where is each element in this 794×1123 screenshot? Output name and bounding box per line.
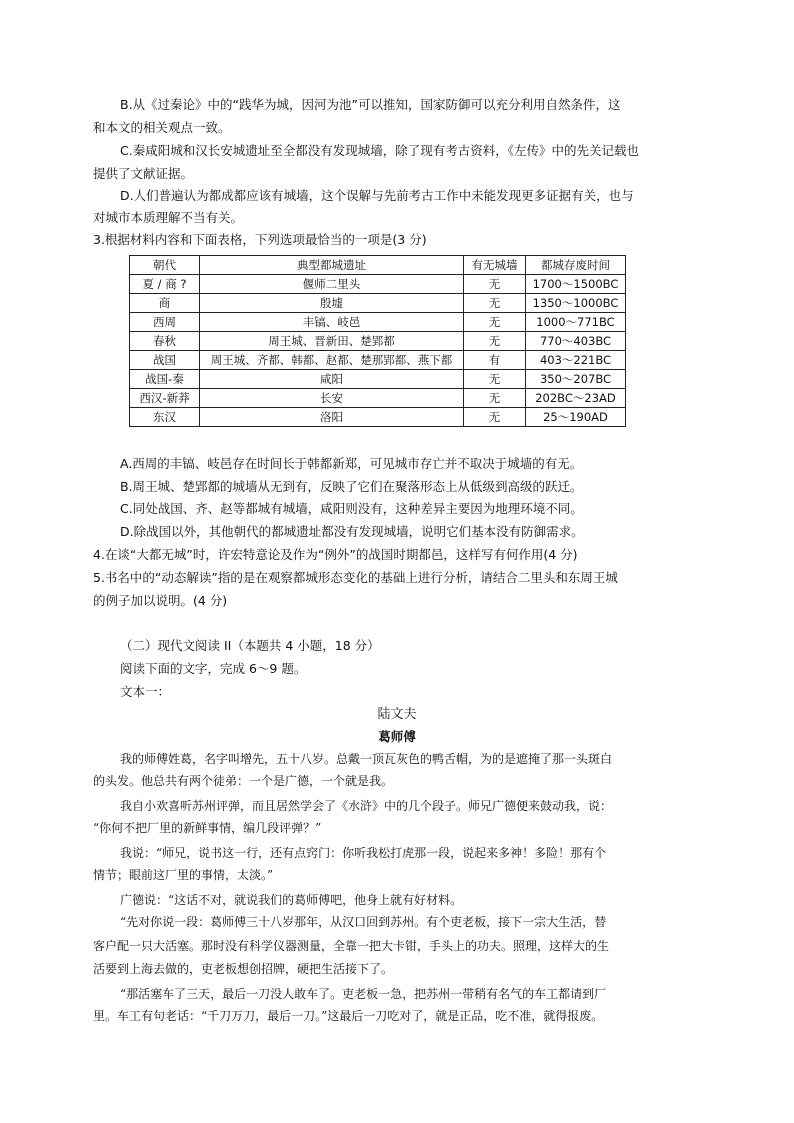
table-cell: 夏 / 商 ?	[130, 275, 200, 294]
option-d-line-2: 对城市本质理解不当有关。	[93, 210, 244, 225]
question-5-line-1: 5.书名中的“动态解读”指的是在观察都城形态变化的基础上进行分析，请结合二里头和东周王城	[93, 570, 618, 585]
table-cell: 战国-秦	[130, 370, 200, 389]
paragraph-line: 情节；眼前这厂里的事情，太淡。”	[93, 868, 274, 882]
table-cell: 咸阳	[200, 370, 464, 389]
table-cell: 丰镐、岐邑	[200, 313, 464, 332]
paragraph-line: 客户配一只大活塞。那时没有科学仪器测量，全靠一把大卡钳，手头上的功夫。照理，这样大的生	[93, 939, 610, 953]
table-row	[130, 351, 626, 370]
table-cell: 东汉	[130, 408, 200, 427]
table-cell: 无	[464, 408, 526, 427]
paragraph-line: 我的师傅姓葛，名字叫增先，五十八岁。总戴一顶瓦灰色的鸭舌帽，为的是遮掩了那一头斑白	[120, 752, 613, 766]
question-3-option-c: C.同处战国、齐、赵等都城有城墙，咸阳则没有，这种差异主要因为地理环境不同。	[120, 501, 583, 516]
table-row	[130, 332, 626, 351]
table-cell: 770～403BC	[526, 332, 626, 351]
section-heading: （二）现代文阅读 II（本题共 4 小题，18 分）	[120, 638, 380, 653]
table-cell: 无	[464, 313, 526, 332]
table-cell: 350～207BC	[526, 370, 626, 389]
paragraph-line: 我自小欢喜听苏州评弹，而且居然学会了《水浒》中的几个段子。师兄广德便来鼓动我，说：	[120, 799, 613, 813]
option-c-line-2: 提供了文献证据。	[93, 166, 194, 181]
table-cell: 商	[130, 294, 200, 313]
table-row	[130, 313, 626, 332]
paragraph-line: 广德说：“这话不对，就说我们的葛师傅吧，他身上就有好材料。	[120, 893, 463, 907]
paragraph-line: “先对你说一段：葛师傅三十八岁那年，从汉口回到苏州。有个吏老板，接下一宗大生活，替	[120, 915, 607, 929]
table-cell: 周王城、齐都、韩都、赵都、楚那郢都、燕下都	[200, 351, 464, 370]
table-cell: 无	[464, 370, 526, 389]
table-row	[130, 389, 626, 408]
table-cell: 无	[464, 389, 526, 408]
option-b-line-1: B.从《过秦论》中的“践华为城，因河为池”可以推知，国家防御可以充分利用自然条件，这	[120, 97, 621, 112]
table-cell: 春秋	[130, 332, 200, 351]
question-3-option-a: A.西周的丰镐、岐邑存在时间长于韩都新郑，可见城市存亡并不取决于城墙的有无。	[120, 456, 583, 471]
table-cell: 25～190AD	[526, 408, 626, 427]
dynasty-capital-table	[129, 255, 626, 427]
table-row	[130, 408, 626, 427]
paragraph-line: “那活塞车了三天，最后一刀没人敢车了。吏老板一急，把苏州一带稍有名气的车工都请到厂	[120, 987, 607, 1001]
table-cell: 无	[464, 294, 526, 313]
section-instruction: 阅读下面的文字，完成 6～9 题。	[120, 661, 307, 676]
table-cell: 偃师二里头	[200, 275, 464, 294]
table-cell: 洛阳	[200, 408, 464, 427]
table-cell: 无	[464, 275, 526, 294]
table-header-cell: 有无城墙	[464, 256, 526, 275]
table-cell: 殷墟	[200, 294, 464, 313]
table-cell: 1350～1000BC	[526, 294, 626, 313]
question-4: 4.在谈“大都无城”时，许宏特意论及作为“例外”的战国时期都邑，这样写有何作用(4 分)	[93, 547, 578, 562]
table-row	[130, 294, 626, 313]
author-name: 陆文夫	[377, 707, 417, 722]
table-cell: 1000～771BC	[526, 313, 626, 332]
option-d-line-1: D.人们普遍认为都成都应该有城墙，这个误解与先前考古工作中未能发现更多证据有关，也与	[120, 188, 634, 203]
table-header-row	[130, 256, 626, 275]
table-header-cell: 朝代	[130, 256, 200, 275]
paragraph-line: 我说：“师兄，说书这一行，还有点窍门：你听我松打虎那一段，说起来多神！多险！那有个	[120, 846, 607, 860]
table-cell: 202BC～23AD	[526, 389, 626, 408]
table-cell: 1700～1500BC	[526, 275, 626, 294]
question-5-line-2: 的例子加以说明。(4 分)	[93, 593, 228, 608]
table-cell: 战国	[130, 351, 200, 370]
paragraph-line: 活要到上海去做的，吏老板想创招牌，硬把生活接下了。	[93, 962, 394, 976]
question-3-option-d: D.除战国以外，其他朝代的都城遗址都没有发现城墙，说明它们基本没有防御需求。	[120, 524, 584, 539]
table-cell: 西周	[130, 313, 200, 332]
table-cell: 长安	[200, 389, 464, 408]
paragraph-line: “你何不把厂里的新鲜事情，编几段评弹？”	[93, 821, 322, 835]
option-c-line-1: C.秦咸阳城和汉长安城遗址至全都没有发现城墙，除了现有考古资料，《左传》中的先关记载也	[120, 143, 639, 158]
table-cell: 无	[464, 332, 526, 351]
table-row	[130, 370, 626, 389]
story-title: 葛师傅	[378, 729, 416, 744]
table-cell: 西汉-新莽	[130, 389, 200, 408]
paragraph-line: 里。车工有句老话：“千刀万刀，最后一刀。”这最后一刀吃对了，就是正品，吃不准，就得报废。	[93, 1009, 604, 1023]
table-cell: 周王城、晋新田、楚郢都	[200, 332, 464, 351]
table-cell: 403～221BC	[526, 351, 626, 370]
table-header-cell: 典型都城遗址	[200, 256, 464, 275]
table-row	[130, 275, 626, 294]
question-3-option-b: B.周王城、楚郢都的城墙从无到有，反映了它们在聚落形态上从低级到高级的跃迁。	[120, 479, 583, 494]
option-b-line-2: 和本文的相关观点一致。	[93, 120, 231, 135]
question-3-stem: 3.根据材料内容和下面表格，下列选项最恰当的一项是(3 分)	[93, 232, 427, 247]
table-header-cell: 都城存废时间	[526, 256, 626, 275]
text-label: 文本一：	[120, 684, 171, 699]
paragraph-line: 的头发。他总共有两个徒弟：一个是广德，一个就是我。	[93, 774, 394, 788]
table-cell: 有	[464, 351, 526, 370]
